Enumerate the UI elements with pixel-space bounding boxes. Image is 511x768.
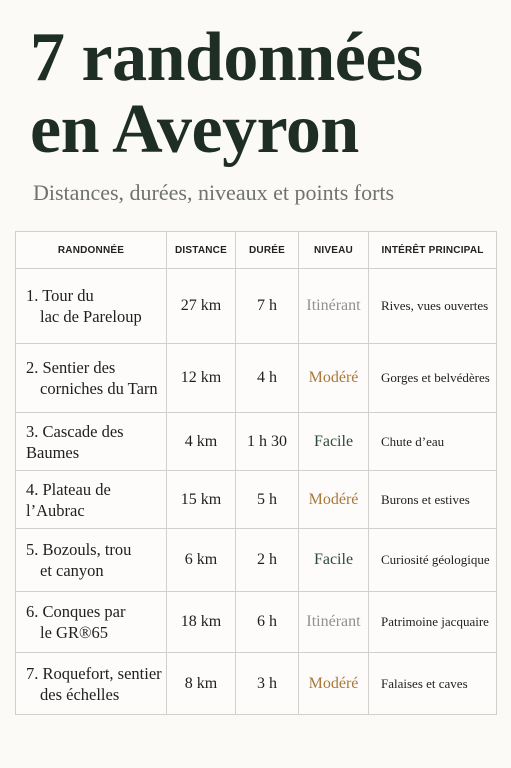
col-header-interet: INTÉRÊT PRINCIPAL [369, 232, 497, 269]
table-row [16, 471, 497, 529]
hike-name-line-1: 7. Roquefort, sentier [26, 663, 162, 683]
niveau-cell: Facile [299, 529, 369, 592]
table-row [16, 529, 497, 592]
table-row [16, 592, 497, 653]
hikes-table [15, 231, 497, 715]
niveau-cell: Modéré [299, 471, 369, 529]
hike-name-line-1: 5. Bozouls, trou [26, 540, 132, 559]
page-title [30, 19, 423, 168]
table-row [16, 653, 497, 715]
col-header-distance: DISTANCE [167, 232, 236, 269]
hike-name-cell [16, 269, 167, 344]
hike-name-cell [16, 471, 167, 529]
hike-name-cell [16, 413, 167, 471]
hike-name-line-2: le GR®65 [40, 623, 108, 642]
hike-name-cell [16, 344, 167, 413]
hike-name-line-1: 1. Tour du [26, 286, 94, 305]
duree-cell: 1 h 30 [236, 413, 299, 471]
hike-name-line-2: et canyon [40, 561, 104, 580]
interet-cell: Burons et estives [369, 471, 497, 529]
niveau-cell: Modéré [299, 344, 369, 413]
hike-name-cell [16, 592, 167, 653]
table-row [16, 413, 497, 471]
distance-cell: 15 km [167, 471, 236, 529]
hike-name-cell [16, 529, 167, 592]
duree-cell: 4 h [236, 344, 299, 413]
distance-cell: 4 km [167, 413, 236, 471]
distance-cell: 12 km [167, 344, 236, 413]
hike-name-cell [16, 653, 167, 715]
col-header-randonnee: RANDONNÉE [16, 232, 167, 269]
niveau-cell: Modéré [299, 653, 369, 715]
interet-cell: Gorges et belvédères [369, 344, 497, 413]
interet-cell: Chute d’eau [369, 413, 497, 471]
hike-name-line-1: 6. Conques par [26, 602, 126, 621]
hike-name-line-2: corniches du Tarn [40, 379, 158, 398]
hike-name-line-1: 2. Sentier des [26, 358, 116, 377]
duree-cell: 2 h [236, 529, 299, 592]
distance-cell: 27 km [167, 269, 236, 344]
interet-cell: Patrimoine jacquaire [369, 592, 497, 653]
distance-cell: 8 km [167, 653, 236, 715]
title-line-1: 7 randonnées [30, 19, 423, 96]
duree-cell: 3 h [236, 653, 299, 715]
table-row [16, 344, 497, 413]
duree-cell: 7 h [236, 269, 299, 344]
table-header-row [16, 232, 497, 269]
distance-cell: 18 km [167, 592, 236, 653]
interet-cell: Curiosité géologique [369, 529, 497, 592]
col-header-niveau: NIVEAU [299, 232, 369, 269]
niveau-cell: Itinérant [299, 592, 369, 653]
hike-name-line-2: des échelles [40, 684, 120, 704]
duree-cell: 6 h [236, 592, 299, 653]
interet-cell: Rives, vues ouvertes [369, 269, 497, 344]
hike-name-line-1: 3. Cascade des Baumes [26, 421, 124, 462]
page-subtitle: Distances, durées, niveaux et points forts [33, 180, 395, 205]
col-header-duree: DURÉE [236, 232, 299, 269]
niveau-cell: Itinérant [299, 269, 369, 344]
niveau-cell: Facile [299, 413, 369, 471]
duree-cell: 5 h [236, 471, 299, 529]
title-line-2: en Aveyron [30, 91, 359, 168]
hike-name-line-1: 4. Plateau de l’Aubrac [26, 479, 111, 520]
interet-cell: Falaises et caves [369, 653, 497, 715]
table-row [16, 269, 497, 344]
distance-cell: 6 km [167, 529, 236, 592]
hike-name-line-2: lac de Pareloup [40, 307, 142, 326]
